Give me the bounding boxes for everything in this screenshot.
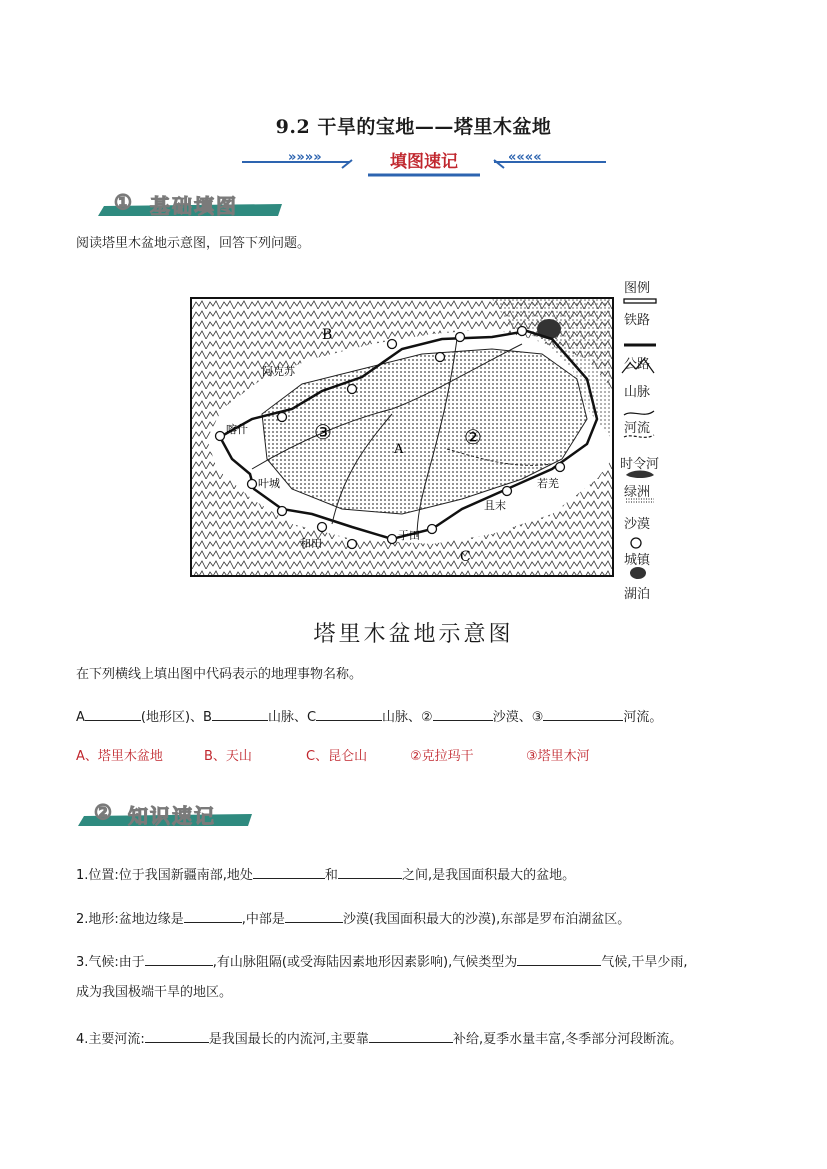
map-label-b: B	[322, 327, 333, 343]
legend-lake: 湖泊	[624, 587, 651, 602]
k1-text-b: 和	[324, 868, 338, 883]
k4-blank-2[interactable]	[369, 1028, 453, 1043]
knowledge-river	[76, 1028, 682, 1049]
answer-c: C、昆仑山	[306, 749, 368, 764]
q-part-a-end: (地形区)、B	[140, 710, 212, 725]
k2-text-b: ,中部是	[241, 912, 285, 927]
k2-blank-1[interactable]	[184, 908, 242, 923]
k1-text-c: 之间,是我国面积最大的盆地。	[401, 868, 576, 883]
fill-in-question	[76, 706, 662, 727]
svg-text:««««: ««««	[508, 150, 542, 165]
answer-3: ③塔里木河	[526, 749, 590, 764]
legend-mountain: 山脉	[624, 385, 651, 400]
blank-a[interactable]	[85, 706, 141, 721]
blank-e[interactable]	[543, 706, 623, 721]
blank-d[interactable]	[433, 706, 493, 721]
k4-text-b: 是我国最长的内流河,主要靠	[208, 1032, 369, 1047]
q-part-e-end: 河流。	[623, 710, 663, 725]
legend-road: 公路	[624, 357, 651, 372]
map-label-qiemo: 且末	[484, 499, 506, 512]
answer-b: B、天山	[204, 749, 252, 764]
k3-text-b: ,有山脉阻隔(或受海陆因素地形因素影响),气候类型为	[212, 955, 518, 970]
map-caption: 塔里木盆地示意图	[313, 622, 514, 647]
q-part-c-end: 山脉、②	[382, 710, 433, 725]
knowledge-climate-cont: 成为我国极端干旱的地区。	[76, 985, 233, 1000]
legend-river: 河流	[624, 421, 651, 436]
map-label-ruoqiang: 若羌	[537, 477, 559, 490]
k3-blank-2[interactable]	[517, 951, 601, 966]
map-label-yecheng: 叶城	[258, 477, 280, 490]
svg-text:»»»»: »»»»	[288, 150, 322, 165]
k2-text-a: 2.地形:盆地边缘是	[76, 912, 184, 927]
legend-town: 城镇	[624, 553, 651, 568]
legend-seasonal-river: 时令河	[620, 457, 660, 472]
q-part-d-end: 沙漠、③	[492, 710, 544, 725]
banner-label: 填图速记	[390, 152, 458, 172]
section-number: ①	[114, 190, 134, 214]
blank-b[interactable]	[212, 706, 268, 721]
section-number: ②	[94, 800, 114, 824]
legend-title: 图例	[624, 281, 651, 296]
q-part-b-end: 山脉、C	[267, 710, 317, 725]
knowledge-terrain	[76, 908, 630, 929]
legend-oasis: 绿洲	[624, 485, 651, 500]
k1-blank-2[interactable]	[338, 864, 402, 879]
map-label-a: A	[394, 442, 404, 457]
k4-blank-1[interactable]	[145, 1028, 209, 1043]
k3-text-c: 气候,干旱少雨,	[601, 955, 688, 970]
k2-text-c: 沙漠(我国面积最大的沙漠),东部是罗布泊湖盆区。	[342, 912, 631, 927]
blank-c[interactable]	[316, 706, 382, 721]
page-title: 9.2 干旱的宝地——塔里木盆地	[275, 116, 552, 138]
k1-blank-1[interactable]	[253, 864, 325, 879]
section-header-knowledge	[76, 800, 252, 830]
k3-blank-1[interactable]	[145, 951, 213, 966]
map-label-2: ②	[464, 425, 482, 449]
answer-a: A、塔里木盆地	[76, 749, 163, 764]
map-label-hotan: 和田	[300, 537, 322, 550]
answer-2: ②克拉玛干	[410, 749, 474, 764]
intro-text: 阅读塔里木盆地示意图，回答下列问题。	[76, 236, 311, 251]
k4-text-c: 补给,夏季水量丰富,冬季部分河段断流。	[452, 1032, 683, 1047]
tarim-basin-map	[190, 297, 614, 577]
k1-text-a: 1.位置:位于我国新疆南部,地处	[76, 868, 253, 883]
legend-railway: 铁路	[624, 313, 651, 328]
k2-blank-2[interactable]	[285, 908, 343, 923]
legend-desert: 沙漠	[624, 517, 651, 532]
section-title: 基础填图	[150, 194, 238, 218]
map-label-3: ③	[314, 420, 332, 444]
q-part-a: A	[76, 710, 85, 725]
map-label-kashgar: 喀什	[226, 423, 248, 436]
section-title: 知识速记	[128, 804, 216, 828]
map-label-c: C	[460, 549, 471, 565]
map-drawing	[192, 299, 612, 575]
section-header-basics	[96, 190, 282, 220]
map-label-aksu: 阿克苏	[262, 365, 295, 378]
knowledge-location	[76, 864, 575, 885]
question-intro: 在下列横线上填出图中代码表示的地理事物名称。	[76, 667, 363, 682]
map-label-yutian: 于田	[398, 529, 420, 542]
k3-text-a: 3.气候:由于	[76, 955, 145, 970]
k4-text-a: 4.主要河流:	[76, 1032, 145, 1047]
knowledge-climate	[76, 951, 687, 972]
